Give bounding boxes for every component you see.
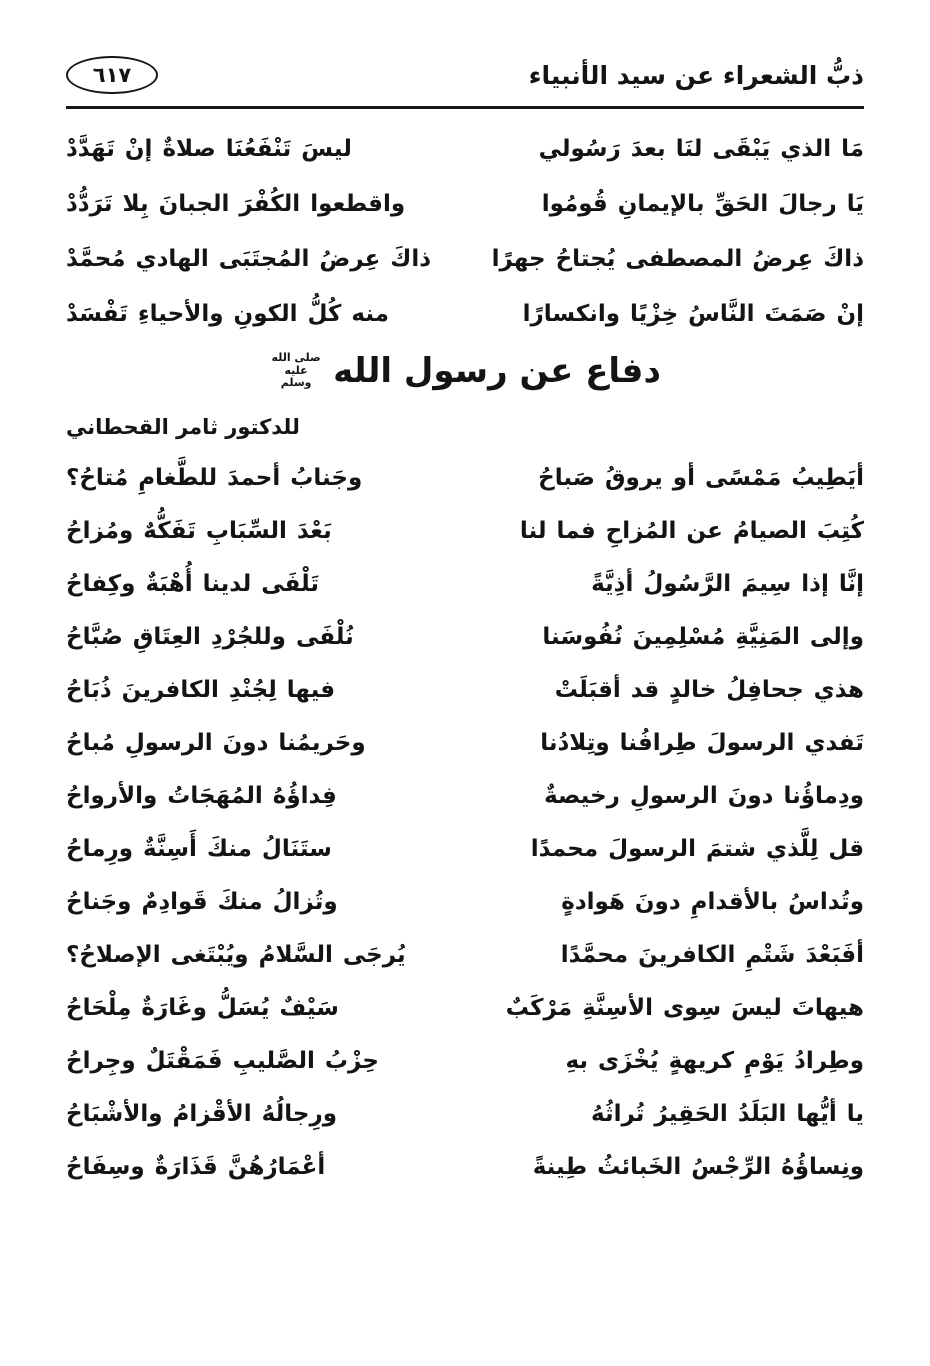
verse-row [66, 504, 864, 557]
verse-row [66, 121, 864, 176]
verse-row [66, 231, 864, 286]
verse-second-hemistich: أعْمَارُهُنَّ قَذَارَةٌ وسِفَاحُ [66, 1153, 326, 1180]
verse-first-hemistich: يا أيُّها البَلَدُ الحَقِيرُ تُراثُهُ [591, 1100, 864, 1127]
verse-row [66, 875, 864, 928]
verse-second-hemistich: حِزْبُ الصَّليبِ فَمَقْتَلٌ وجِراحُ [66, 1047, 379, 1074]
verse-second-hemistich: فيها لِجُنْدِ الكافرينَ ذُبَاحُ [66, 676, 336, 703]
verse-row [66, 1087, 864, 1140]
section-title: دفاع عن رسول الله [333, 351, 661, 391]
verse-row [66, 716, 864, 769]
verse-second-hemistich: ذاكَ عِرضُ المُجتَبَى الهادي مُحمَّدْ [66, 245, 432, 272]
verse-first-hemistich: كُتِبَ الصيامُ عن المُزاحِ فما لنا [519, 517, 864, 544]
verse-first-hemistich: هيهاتَ ليسَ سِوى الأسِنَّةِ مَرْكَبٌ [505, 994, 864, 1021]
verse-second-hemistich: ليسَ تَنْفَعُنَا صلاةٌ إنْ تَهَدَّدْ [66, 135, 352, 162]
verse-first-hemistich: هذي جحافِلُ خالدٍ قد أقبَلَتْ [554, 676, 864, 703]
verse-second-hemistich: تَلْفَى لدينا أُهْبَةٌ وكِفاحُ [66, 570, 320, 597]
verse-second-hemistich: سَيْفٌ يُسَلُّ وغَارَةٌ مِلْحَاحُ [66, 994, 339, 1021]
verse-row [66, 663, 864, 716]
verse-second-hemistich: ورِجالُهُ الأقْزامُ والأشْبَاحُ [66, 1100, 337, 1127]
book-title: ذبُّ الشعراء عن سيد الأنبياء [528, 60, 864, 90]
section-heading [66, 351, 864, 391]
verse-first-hemistich: أفَبَعْدَ شَتْمِ الكافرينَ محمَّدًا [560, 941, 864, 968]
verse-first-hemistich: أيَطِيبُ مَمْسًى أو يروقُ صَباحُ [538, 464, 864, 491]
verse-row [66, 1140, 864, 1193]
verse-row [66, 451, 864, 504]
page-header [66, 56, 864, 109]
verse-row [66, 822, 864, 875]
page-number-badge: ٦١٧ [66, 56, 158, 94]
verse-row [66, 286, 864, 341]
verse-second-hemistich: وحَريمُنا دونَ الرسولِ مُباحُ [66, 729, 366, 756]
verse-second-hemistich: نُلْفَى وللجُرْدِ العِتَاقِ صُبَّاحُ [66, 623, 354, 650]
verse-first-hemistich: ونِساؤُهُ الرِّجْسُ الخَبائثُ طِينةً [532, 1153, 864, 1180]
verse-second-hemistich: منه كُلُّ الكونِ والأحياءِ تَفْسَدْ [66, 300, 390, 327]
verse-first-hemistich: وتُداسُ بالأقدامِ دونَ هَوادةٍ [561, 888, 864, 915]
verse-second-hemistich: واقطعوا الكُفْرَ الجبانَ بِلا تَرَدُّدْ [66, 190, 406, 217]
verse-second-hemistich: بَعْدَ السِّبَابِ تَفَكُّهٌ ومُزاحُ [66, 517, 332, 544]
verse-row [66, 769, 864, 822]
verse-first-hemistich: تَفدي الرسولَ طِرافُنا وتِلادُنا [540, 729, 864, 756]
verse-first-hemistich: مَا الذي يَبْقَى لنَا بعدَ رَسُولي [538, 135, 864, 162]
poem-top [66, 121, 864, 341]
verse-first-hemistich: وطِرادُ يَوْمِ كريهةٍ يُخْزَى بهِ [565, 1047, 864, 1074]
verse-row [66, 1034, 864, 1087]
verse-first-hemistich: يَا رجالَ الحَقِّ بالإيمانِ قُومُوا [541, 190, 864, 217]
poem-main [66, 451, 864, 1193]
verse-second-hemistich: ستَنَالُ منكَ أَسِنَّةٌ ورِماحُ [66, 835, 332, 862]
verse-first-hemistich: وإلى المَنِيَّةِ مُسْلِمِينَ نُفُوسَنا [542, 623, 864, 650]
verse-first-hemistich: إنْ صَمَتَ النَّاسُ خِزْيًا وانكسارًا [522, 300, 864, 327]
verse-second-hemistich: فِداؤُهُ المُهَجَاتُ والأرواحُ [66, 782, 337, 809]
author-line: للدكتور ثامر القحطاني [66, 415, 300, 439]
honorific-stamp: صلى الله عليه وسلم [271, 351, 321, 390]
verse-row [66, 981, 864, 1034]
verse-row [66, 928, 864, 981]
verse-row [66, 557, 864, 610]
verse-first-hemistich: قل لِلَّذي شتمَ الرسولَ محمدًا [530, 835, 864, 862]
verse-first-hemistich: ودِماؤُنا دونَ الرسولِ رخيصةٌ [544, 782, 864, 809]
verse-first-hemistich: إنَّا إذا سِيمَ الرَّسُولُ أذِيَّةً [591, 570, 864, 597]
verse-row [66, 610, 864, 663]
verse-second-hemistich: وتُزالُ منكَ قَوادِمٌ وجَناحُ [66, 888, 338, 915]
verse-row [66, 176, 864, 231]
verse-second-hemistich: يُرجَى السَّلامُ ويُبْتَغى الإصلاحُ؟ [66, 941, 406, 968]
verse-second-hemistich: وجَنابُ أحمدَ للطَّغامِ مُتاحُ؟ [66, 464, 363, 491]
verse-first-hemistich: ذاكَ عِرضُ المصطفى يُجتاحُ جهرًا [491, 245, 864, 272]
